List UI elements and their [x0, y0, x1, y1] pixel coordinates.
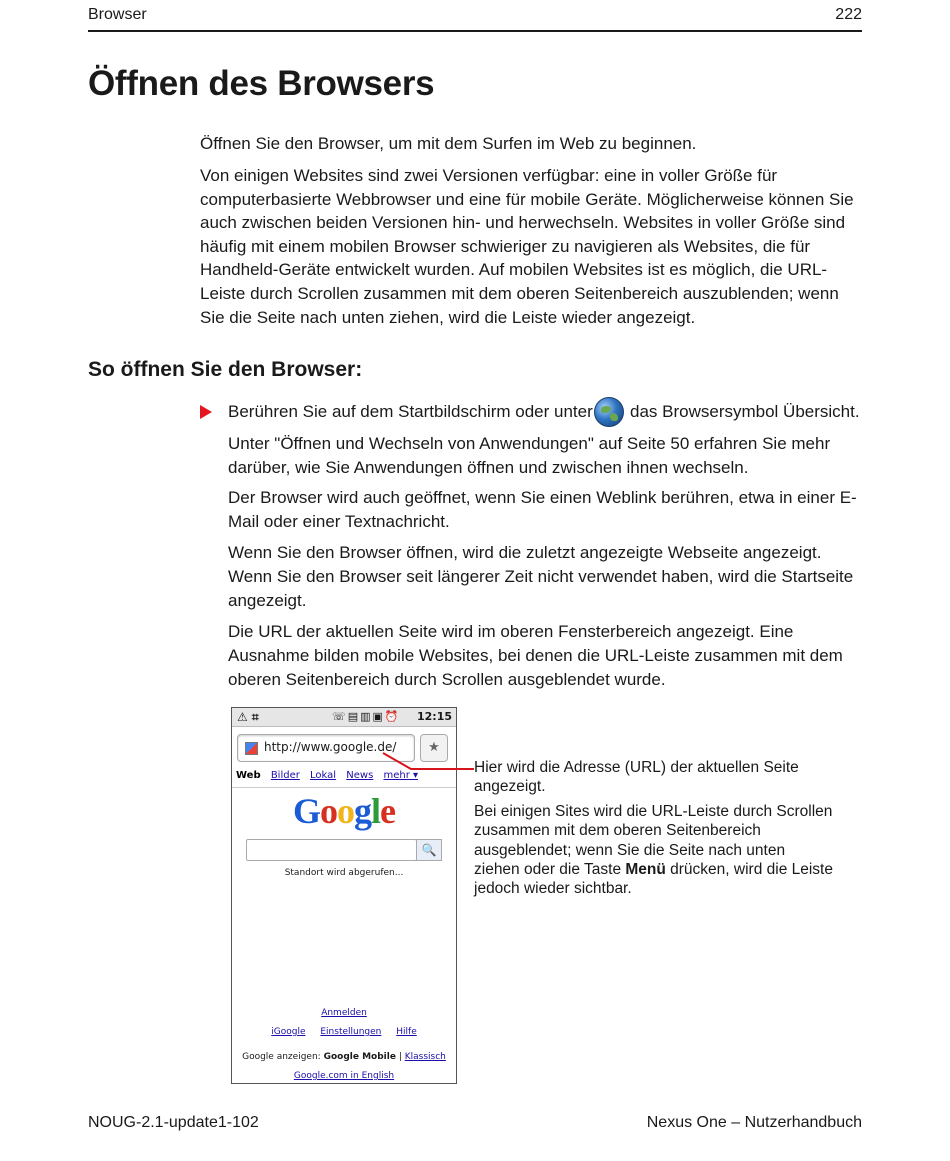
- intro-paragraph-2: Von einigen Websites sind zwei Versionen verfügbar: eine in voller Größe für computerbasierte Webbrowser und eine für mobile Geräte. Möglicherweise können Sie auch zwischen beiden Versionen hin- und herwechseln. Websites in voller Größe sind häufig mit einem mobilen Browser schwieriger zu navigieren als Websites, die für Handheld-Geräte entwickelt wurden. Auf mobilen Websites ist es möglich, die URL-Leiste durch Scrollen zusammen mit dem oberen Seitenbereich auszublenden; wenn Sie die Seite nach unten ziehen, wird die Leiste wieder angezeigt.: [200, 166, 854, 327]
- google-logo: Google: [292, 791, 395, 831]
- status-icons: ☏▤▥▣⏰: [332, 710, 401, 723]
- menu-key-label: Menü: [625, 860, 666, 878]
- step-detail-4: Die URL der aktuellen Seite wird im oberen Fensterbereich angezeigt. Eine Ausnahme bilden mobile Websites, bei denen die URL-Leiste zusammen mit dem oberen Seitenbereich durch Scrollen ausgeblendet wurde.: [228, 622, 843, 689]
- nav-news[interactable]: News: [346, 770, 374, 781]
- google-search-input[interactable]: [246, 839, 417, 861]
- bookmark-icon[interactable]: ★: [420, 734, 448, 762]
- view-separator: |: [398, 1052, 402, 1062]
- callout-scroll: [474, 802, 834, 898]
- browser-globe-icon: [594, 397, 624, 427]
- nav-web[interactable]: Web: [236, 770, 261, 781]
- step-detail-1: Unter "Öffnen und Wechseln von Anwendungen" auf Seite 50 erfahren Sie mehr darüber, wie Sie Anwendungen öffnen und zwischen ihnen wechseln.: [228, 434, 831, 477]
- page-number: 222: [835, 6, 862, 23]
- url-bar[interactable]: [237, 734, 415, 762]
- intro-paragraph-1: Öffnen Sie den Browser, um mit dem Surfen im Web zu beginnen.: [200, 134, 697, 153]
- running-header: [88, 6, 862, 32]
- nav-images[interactable]: Bilder: [270, 770, 300, 781]
- settings-link[interactable]: Einstellungen: [320, 1027, 382, 1037]
- igoogle-link[interactable]: iGoogle: [271, 1027, 306, 1037]
- callout-url: Hier wird die Adresse (URL) der aktuellen Seite angezeigt.: [474, 759, 799, 796]
- status-bar: [232, 708, 456, 727]
- nav-divider: [232, 787, 456, 788]
- sign-in-link[interactable]: Anmelden: [321, 1008, 367, 1018]
- nav-more[interactable]: mehr ▾: [383, 770, 419, 781]
- bullet-arrow-icon: [200, 405, 212, 419]
- nav-local[interactable]: Lokal: [310, 770, 337, 781]
- callout-scroll-text-1: Bei einigen Sites wird die URL-Leiste durch Scrollen zusammen mit dem oberen Seitenbereich ausgeblendet; wenn Sie die Seite nach unten ziehen oder die Taste: [474, 803, 833, 878]
- location-status: Standort wird abgerufen...: [284, 868, 404, 878]
- document-id: NOUG-2.1-update1-102: [88, 1114, 259, 1131]
- step-text-before: Berühren Sie auf dem Startbildschirm oder unter: [228, 402, 593, 421]
- url-text: http://www.google.de/: [264, 740, 397, 754]
- classic-link[interactable]: Klassisch: [404, 1052, 446, 1062]
- phone-screenshot: [231, 707, 457, 1084]
- step-text-after: das Browsersymbol Übersicht.: [630, 402, 860, 421]
- document-title: Nexus One – Nutzerhandbuch: [646, 1114, 862, 1131]
- callout-scroll-text-2: drücken, wird die Leiste jedoch wieder sichtbar.: [474, 860, 833, 898]
- header-section: Browser: [88, 6, 147, 23]
- page-title: Öffnen des Browsers: [88, 64, 435, 103]
- help-link[interactable]: Hilfe: [396, 1027, 417, 1037]
- search-icon[interactable]: 🔍: [416, 839, 442, 861]
- status-time: 12:15: [416, 710, 452, 723]
- view-prefix: Google anzeigen:: [242, 1052, 321, 1062]
- view-mobile: Google Mobile: [323, 1052, 396, 1062]
- step-detail-2: Der Browser wird auch geöffnet, wenn Sie einen Weblink berühren, etwa in einer E-Mail oder einer Textnachricht.: [228, 488, 857, 531]
- warning-icon: ⚠ ⌗: [237, 710, 259, 724]
- favicon-icon: [245, 742, 258, 755]
- google-nav: [236, 770, 425, 781]
- section-heading: So öffnen Sie den Browser:: [88, 358, 363, 381]
- step-detail-3: Wenn Sie den Browser öffnen, wird die zuletzt angezeigte Webseite angezeigt. Wenn Sie den Browser seit längerer Zeit nicht verwendet haben, wird die Startseite angezeigt.: [228, 543, 854, 610]
- english-link[interactable]: Google.com in English: [293, 1071, 395, 1081]
